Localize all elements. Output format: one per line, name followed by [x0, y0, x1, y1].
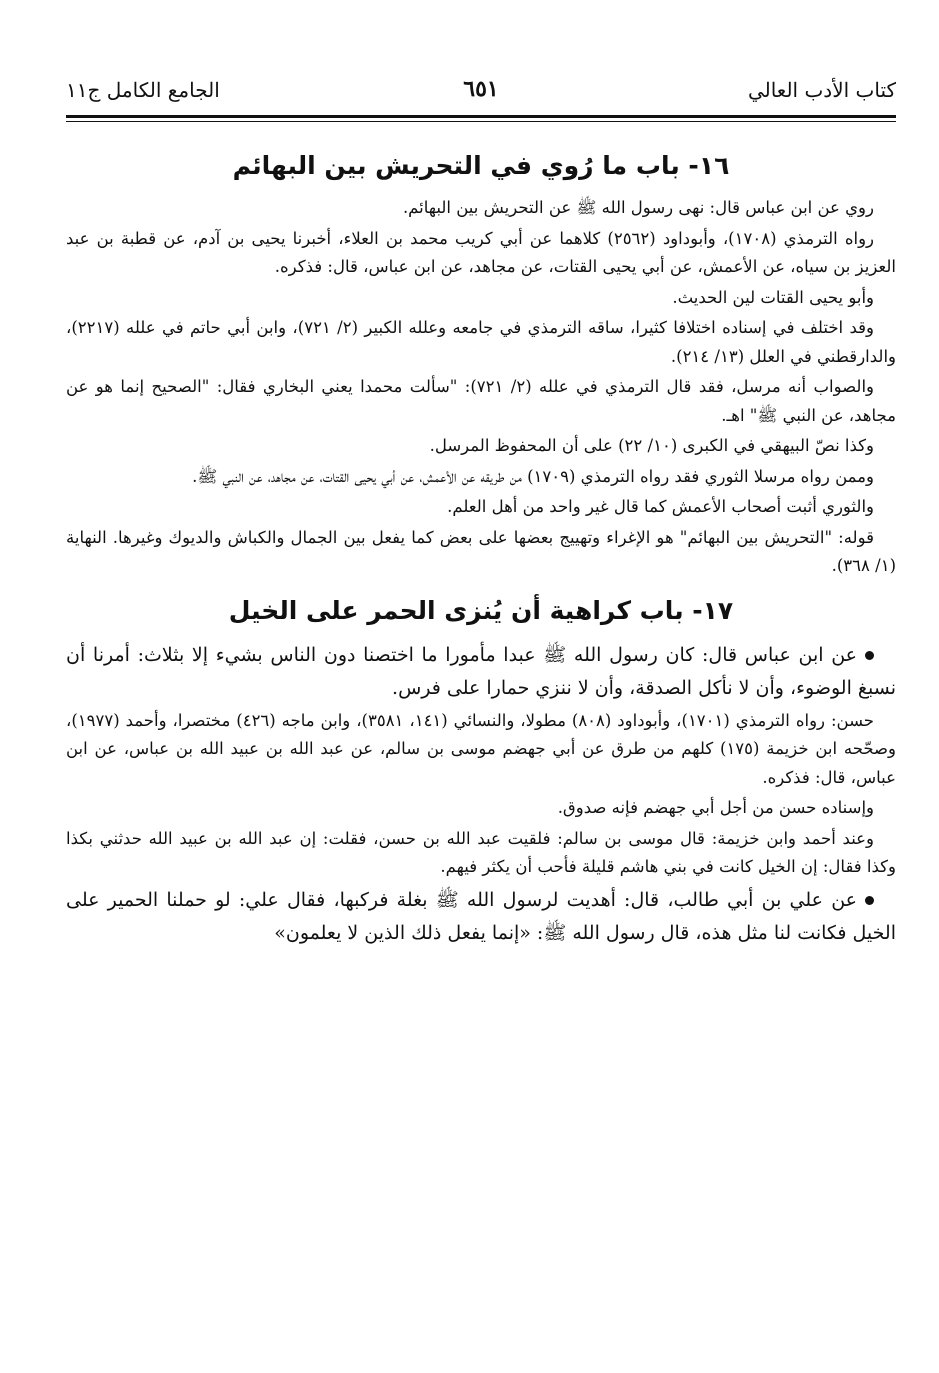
- volume-label: الجامع الكامل ج١١: [66, 78, 220, 102]
- page-number: ٦٥١: [463, 76, 499, 102]
- paragraph: وعند أحمد وابن خزيمة: قال موسى بن سالم: فلقيت عبد الله بن حسن، فقلت: إن عبد الله بن عبيد الله حدثني بكذا وكذا فقال: إن الخيل كانت في بني هاشم قليلة فأحب أن يكثر فيهم.: [66, 828, 896, 876]
- bullet-icon: [865, 896, 874, 905]
- hadith-text: عن علي بن أبي طالب، قال: أهديت لرسول الله ﷺ بغلة فركبها، فقال علي: لو حملنا الحمير على الخيل فكانت لنا مثل هذه، قال رسول الله ﷺ: «إنما يفعل ذلك الذين لا يعلمون»: [66, 888, 896, 944]
- bullet-icon: [865, 651, 874, 660]
- section-title-16: ١٦- باب ما رُوي في التحريش بين البهائم: [232, 151, 730, 180]
- paragraph: وممن رواه مرسلا الثوري فقد رواه الترمذي (١٧٠٩) من طريقه عن الأعمش، عن أبي يحيى القتات، عن مجاهد، عن النبي ﷺ.: [192, 466, 874, 486]
- hadith-text: عن ابن عباس قال: كان رسول الله ﷺ عبدا مأمورا ما اختصنا دون الناس بشيء إلا بثلاث: أمرنا أن نسبغ الوضوء، وأن لا نأكل الصدقة، وأن لا ننزي حمارا على فرس.: [66, 643, 896, 699]
- section-title-17: ١٧- باب كراهية أن يُنزى الحمر على الخيل: [228, 595, 734, 625]
- paragraph: روي عن ابن عباس قال: نهى رسول الله ﷺ عن التحريش بين البهائم.: [402, 198, 874, 217]
- book-page: [66, 0, 896, 1373]
- paragraph: وأبو يحيى القتات لين الحديث.: [672, 287, 874, 307]
- paragraph: قوله: "التحريش بين البهائم" هو الإغراء وتهييج بعضها على بعض كما يفعل بين الجمال والكباش والديوك وغيرها. النهاية (١/ ٣٦٨).: [66, 527, 896, 575]
- paragraph: والثوري أثبت أصحاب الأعمش كما قال غير واحد من أهل العلم.: [447, 497, 874, 516]
- header-rule-thin: [66, 121, 896, 122]
- paragraph: رواه الترمذي (١٧٠٨)، وأبوداود (٢٥٦٢) كلاهما عن أبي كريب محمد بن العلاء، أخبرنا يحيى بن آدم، عن قطبة بن عبد العزيز بن سياه، عن الأعمش، عن أبي يحيى القتات، عن مجاهد، عن ابن عباس، قال: فذكره.: [66, 228, 896, 276]
- paragraph: حسن: رواه الترمذي (١٧٠١)، وأبوداود (٨٠٨) مطولا، والنسائي (١٤١، ٣٥٨١)، وابن ماجه (٤٢٦) مختصرا، وأحمد (١٩٧٧)، وصحّحه ابن خزيمة (١٧٥) كلهم من طرق عن أبي جهضم موسى بن سالم، عن عبد الله بن عبيد الله بن عباس، عن ابن عباس، قال: فذكره.: [66, 710, 896, 787]
- paragraph: وقد اختلف في إسناده اختلافا كثيرا، ساقه الترمذي في جامعه وعلله الكبير (٢/ ٧٢١)، وابن أبي حاتم في علله (٢٢١٧)، والدارقطني في العلل (١٣/ ٢١٤).: [66, 318, 896, 366]
- hadith-paragraph: [66, 884, 896, 950]
- page-body: [66, 138, 896, 952]
- running-header: [66, 70, 896, 110]
- paragraph: وكذا نصّ البيهقي في الكبرى (١٠/ ٢٢) على أن المحفوظ المرسل.: [429, 436, 874, 455]
- paragraph: والصواب أنه مرسل، فقد قال الترمذي في علله (٢/ ٧٢١): "سألت محمدا يعني البخاري فقال: "الصحيح إنما هو عن مجاهد، عن النبي ﷺ" اهـ.: [66, 377, 896, 425]
- book-title: كتاب الأدب العالي: [747, 78, 896, 102]
- hadith-paragraph: [66, 639, 896, 705]
- paragraph: وإسناده حسن من أجل أبي جهضم فإنه صدوق.: [557, 798, 874, 817]
- header-rule-thick: [66, 115, 896, 118]
